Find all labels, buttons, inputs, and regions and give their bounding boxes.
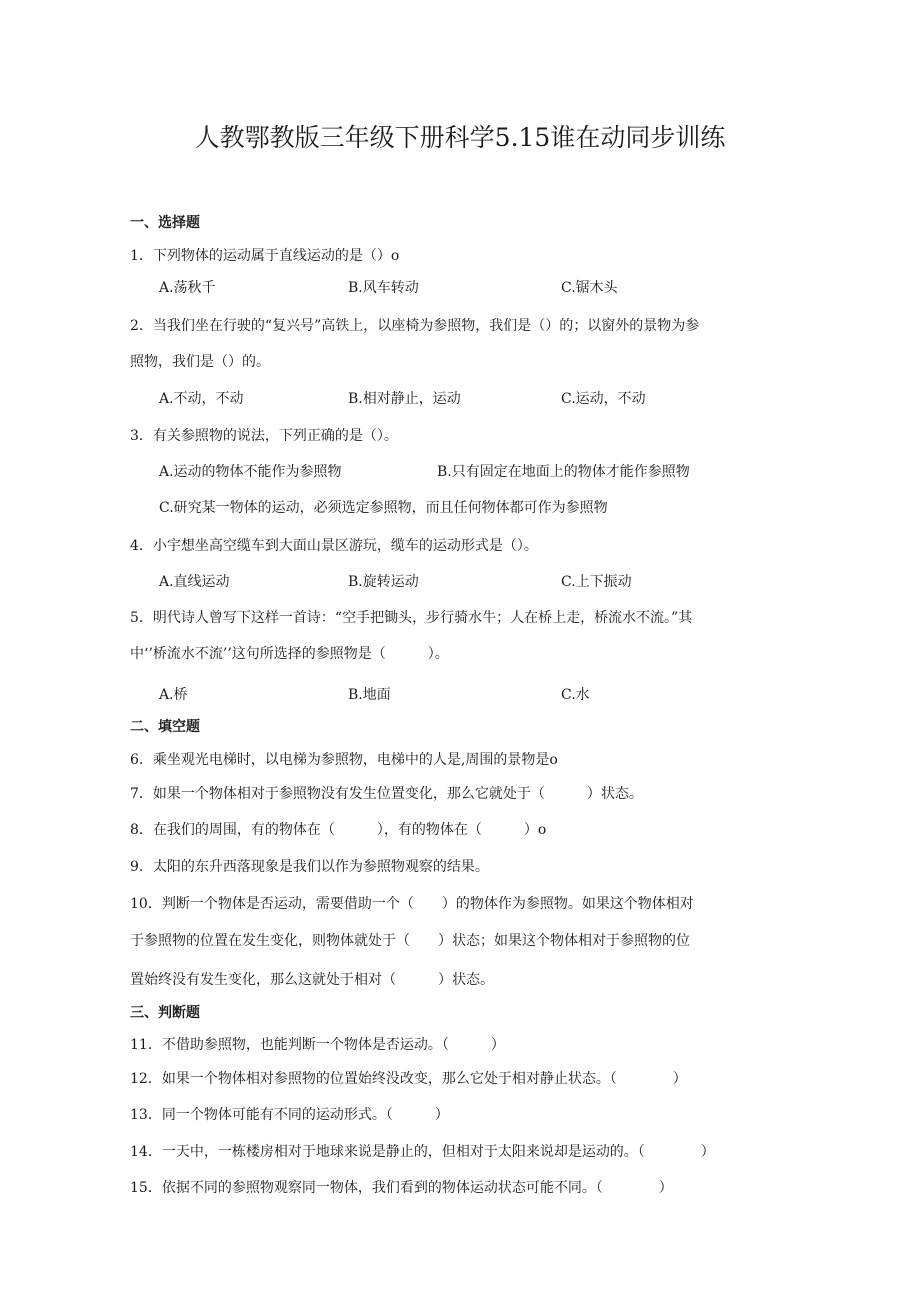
question-12: 12．如果一个物体相对参照物的位置始终没改变，那么它处于相对静止状态。（ ） xyxy=(130,1071,687,1087)
question-1-option-b: B.风车转动 xyxy=(348,280,419,296)
question-5-line-1: 5．明代诗人曾写下这样一首诗：“空手把锄头，步行骑水牛；人在桥上走，桥流水不流。”其 xyxy=(130,610,693,626)
question-2-option-c: C.运动，不动 xyxy=(561,391,646,407)
question-2-option-a: A.不动，不动 xyxy=(159,391,244,407)
question-4: 4．小宇想坐高空缆车到大面山景区游玩，缆车的运动形式是（）。 xyxy=(130,538,538,554)
question-3: 3．有关参照物的说法，下列正确的是（）。 xyxy=(130,428,398,444)
question-1-option-a: A.荡秋千 xyxy=(159,280,216,296)
question-4-option-b: B.旋转运动 xyxy=(348,574,419,590)
question-10-line-3: 置始终没有发生变化，那么这就处于相对（ ）状态。 xyxy=(130,972,494,988)
question-13: 13．同一个物体可能有不同的运动形式。（ ） xyxy=(130,1107,449,1123)
question-2-line-1: 2．当我们坐在行驶的“复兴号”高铁上，以座椅为参照物，我们是（）的；以窗外的景物为参 xyxy=(130,318,700,334)
question-3-option-a: A.运动的物体不能作为参照物 xyxy=(159,464,342,480)
page-title: 人教鄂教版三年级下册科学5.15谁在动同步训练 xyxy=(194,123,726,152)
question-2-line-2: 照物，我们是（）的。 xyxy=(130,354,270,370)
question-3-option-b: B.只有固定在地面上的物体才能作参照物 xyxy=(437,464,690,480)
question-10-line-1: 10．判断一个物体是否运动，需要借助一个（ ）的物体作为参照物。如果这个物体相对 xyxy=(130,896,694,912)
question-7: 7．如果一个物体相对于参照物没有发生位置变化，那么它就处于（ ）状态。 xyxy=(130,786,643,802)
question-2-option-b: B.相对静止，运动 xyxy=(348,391,461,407)
question-10-line-2: 于参照物的位置在发生变化，则物体就处于（ ）状态；如果这个物体相对于参照物的位 xyxy=(130,933,690,949)
question-5-line-2: 中‘’桥流水不流’’这句所选择的参照物是（ ）。 xyxy=(130,646,449,662)
question-4-option-a: A.直线运动 xyxy=(159,574,230,590)
question-14: 14．一天中，一栋楼房相对于地球来说是静止的，但相对于太阳来说却是运动的。（ ） xyxy=(130,1144,715,1160)
question-4-option-c: C.上下振动 xyxy=(561,574,632,590)
question-5-option-b: B.地面 xyxy=(348,687,391,703)
question-5-option-a: A.桥 xyxy=(159,687,188,703)
question-1: 1．下列物体的运动属于直线运动的是（）o xyxy=(130,248,400,264)
section-heading-fill-in: 二、填空题 xyxy=(130,719,200,735)
question-3-option-c: C.研究某一物体的运动，必须选定参照物，而且任何物体都可作为参照物 xyxy=(159,500,608,516)
question-9: 9．太阳的东升西落现象是我们以作为参照物观察的结果。 xyxy=(130,859,489,875)
section-heading-multiple-choice: 一、选择题 xyxy=(130,215,200,231)
question-1-option-c: C.锯木头 xyxy=(561,280,618,296)
question-6: 6．乘坐观光电梯时，以电梯为参照物，电梯中的人是,周围的景物是o xyxy=(130,752,558,768)
question-15: 15．依据不同的参照物观察同一物体，我们看到的物体运动状态可能不同。（ ） xyxy=(130,1180,673,1196)
section-heading-true-false: 三、判断题 xyxy=(130,1005,200,1021)
question-5-option-c: C.水 xyxy=(561,687,590,703)
question-11: 11．不借助参照物，也能判断一个物体是否运动。（ ） xyxy=(130,1037,505,1053)
question-8: 8．在我们的周围，有的物体在（ ），有的物体在（ ）o xyxy=(130,822,547,838)
